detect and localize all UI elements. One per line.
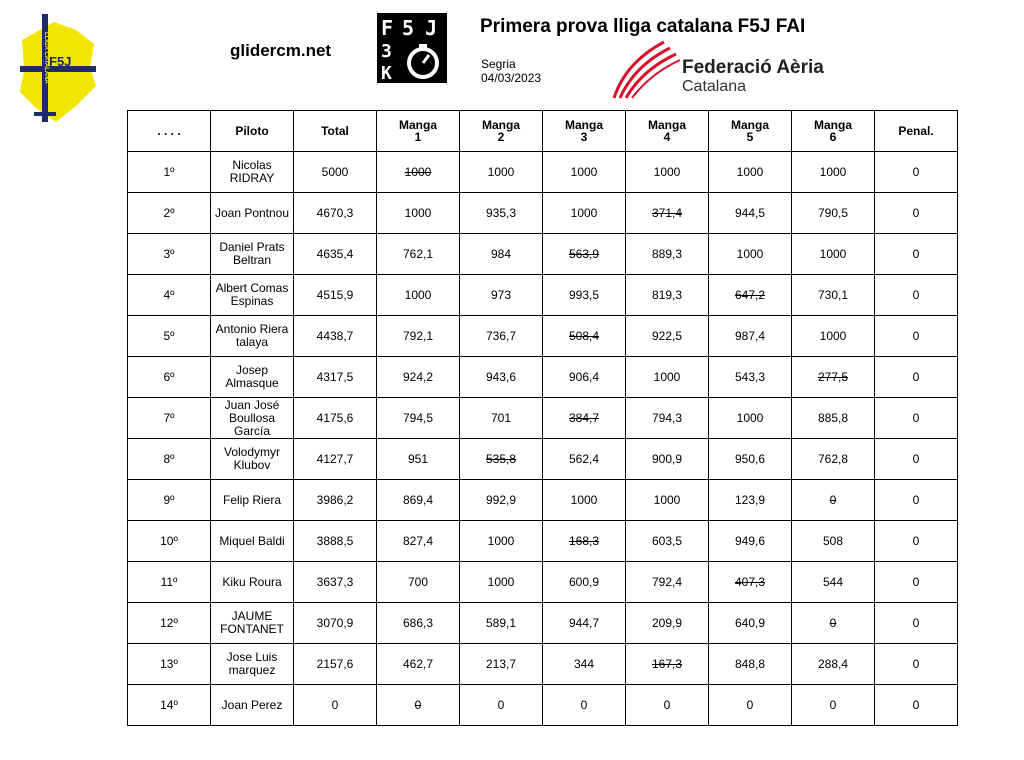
cell-m4: 1000 <box>626 152 709 193</box>
cell-pilot: Juan José Boullosa García <box>211 398 294 439</box>
cell-m2: 0 <box>460 685 543 726</box>
cell-m2: 1000 <box>460 562 543 603</box>
cell-m1: 700 <box>377 562 460 603</box>
table-row <box>128 316 958 357</box>
cell-m4: 792,4 <box>626 562 709 603</box>
cell-m2: 992,9 <box>460 480 543 521</box>
cell-m4: 900,9 <box>626 439 709 480</box>
cell-m4: 819,3 <box>626 275 709 316</box>
table-row <box>128 562 958 603</box>
event-info <box>481 57 541 85</box>
cell-m1: 686,3 <box>377 603 460 644</box>
cell-m4: 922,5 <box>626 316 709 357</box>
federation-name-line1: Federació Aèria <box>682 57 824 78</box>
f5j-logo-char: 5 <box>402 16 415 40</box>
cell-m6: 730,1 <box>792 275 875 316</box>
lliga-catalana-logo <box>14 10 104 128</box>
cell-m1: 462,7 <box>377 644 460 685</box>
cell-m3: 1000 <box>543 152 626 193</box>
cell-m2: 736,7 <box>460 316 543 357</box>
table-row <box>128 152 958 193</box>
table-row <box>128 603 958 644</box>
header-manga1: Manga 1 <box>377 111 460 152</box>
cell-m1: 794,5 <box>377 398 460 439</box>
header-pos: . . . . <box>128 111 211 152</box>
cell-m2: 701 <box>460 398 543 439</box>
table-row <box>128 480 958 521</box>
liga-logo-vertical-text: LLIGA CATALANA <box>43 32 49 84</box>
cell-pilot: Felip Riera <box>211 480 294 521</box>
cell-pilot: Volodymyr Klubov <box>211 439 294 480</box>
table-header-row <box>128 111 958 152</box>
cell-m4: 371,4 <box>626 193 709 234</box>
table-row <box>128 275 958 316</box>
cell-m5: 123,9 <box>709 480 792 521</box>
f5j-logo <box>377 13 447 83</box>
cell-pilot: Miquel Baldi <box>211 521 294 562</box>
cell-total: 4127,7 <box>294 439 377 480</box>
cell-m5: 987,4 <box>709 316 792 357</box>
federation-name-line2: Catalana <box>682 78 747 95</box>
cell-m4: 889,3 <box>626 234 709 275</box>
cell-m6: 885,8 <box>792 398 875 439</box>
cell-total: 3888,5 <box>294 521 377 562</box>
event-location: Segria <box>481 57 516 71</box>
cell-total: 3986,2 <box>294 480 377 521</box>
cell-m1: 951 <box>377 439 460 480</box>
cell-m6: 508 <box>792 521 875 562</box>
cell-pos: 7º <box>128 398 211 439</box>
cell-pos: 3º <box>128 234 211 275</box>
cell-pilot: Joan Pontnou <box>211 193 294 234</box>
cell-m3: 384,7 <box>543 398 626 439</box>
cell-m6: 0 <box>792 685 875 726</box>
cell-m3: 0 <box>543 685 626 726</box>
header-penal: Penal. <box>875 111 958 152</box>
cell-total: 0 <box>294 685 377 726</box>
cell-pos: 5º <box>128 316 211 357</box>
cell-m6: 1000 <box>792 234 875 275</box>
cell-m2: 589,1 <box>460 603 543 644</box>
cell-total: 4317,5 <box>294 357 377 398</box>
cell-pos: 8º <box>128 439 211 480</box>
cell-m1: 924,2 <box>377 357 460 398</box>
cell-m5: 1000 <box>709 234 792 275</box>
cell-m4: 209,9 <box>626 603 709 644</box>
cell-penal: 0 <box>875 644 958 685</box>
cell-pos: 9º <box>128 480 211 521</box>
cell-m4: 603,5 <box>626 521 709 562</box>
cell-pos: 4º <box>128 275 211 316</box>
header-manga4: Manga 4 <box>626 111 709 152</box>
f5j-logo-char: J <box>425 16 438 40</box>
cell-m2: 213,7 <box>460 644 543 685</box>
cell-m2: 943,6 <box>460 357 543 398</box>
cell-m4: 1000 <box>626 357 709 398</box>
cell-m5: 543,3 <box>709 357 792 398</box>
cell-m3: 562,4 <box>543 439 626 480</box>
cell-m5: 949,6 <box>709 521 792 562</box>
cell-m6: 277,5 <box>792 357 875 398</box>
header-manga5: Manga 5 <box>709 111 792 152</box>
cell-penal: 0 <box>875 193 958 234</box>
event-date: 04/03/2023 <box>481 71 542 85</box>
f5j-logo-char: F <box>381 16 394 40</box>
header-manga3: Manga 3 <box>543 111 626 152</box>
cell-m6: 762,8 <box>792 439 875 480</box>
header-manga6: Manga 6 <box>792 111 875 152</box>
cell-total: 3070,9 <box>294 603 377 644</box>
cell-m3: 168,3 <box>543 521 626 562</box>
cell-total: 4635,4 <box>294 234 377 275</box>
cell-m6: 288,4 <box>792 644 875 685</box>
cell-m5: 944,5 <box>709 193 792 234</box>
cell-pos: 2º <box>128 193 211 234</box>
cell-penal: 0 <box>875 234 958 275</box>
table-row <box>128 193 958 234</box>
cell-m2: 1000 <box>460 521 543 562</box>
table-row <box>128 234 958 275</box>
cell-total: 4438,7 <box>294 316 377 357</box>
cell-m3: 563,9 <box>543 234 626 275</box>
table-row <box>128 357 958 398</box>
cell-m2: 973 <box>460 275 543 316</box>
header-manga2: Manga 2 <box>460 111 543 152</box>
liga-logo-text: F5J <box>49 54 72 69</box>
cell-pilot: Nicolas RIDRAY <box>211 152 294 193</box>
cell-m1: 1000 <box>377 193 460 234</box>
cell-total: 3637,3 <box>294 562 377 603</box>
cell-pos: 11º <box>128 562 211 603</box>
cell-m1: 827,4 <box>377 521 460 562</box>
table-row <box>128 521 958 562</box>
site-name: glidercm.net <box>230 41 332 60</box>
cell-penal: 0 <box>875 562 958 603</box>
cell-m5: 1000 <box>709 152 792 193</box>
cell-pos: 14º <box>128 685 211 726</box>
f5j-logo-char: 3 <box>381 41 392 62</box>
cell-m5: 407,3 <box>709 562 792 603</box>
cell-m5: 640,9 <box>709 603 792 644</box>
cell-pilot: Jose Luis marquez <box>211 644 294 685</box>
cell-m4: 0 <box>626 685 709 726</box>
table-row <box>128 439 958 480</box>
cell-m3: 1000 <box>543 193 626 234</box>
cell-penal: 0 <box>875 152 958 193</box>
cell-penal: 0 <box>875 480 958 521</box>
cell-m3: 600,9 <box>543 562 626 603</box>
cell-m1: 0 <box>377 685 460 726</box>
cell-m1: 869,4 <box>377 480 460 521</box>
cell-pilot: Kiku Roura <box>211 562 294 603</box>
cell-pilot: Joan Perez <box>211 685 294 726</box>
cell-penal: 0 <box>875 439 958 480</box>
table-row <box>128 644 958 685</box>
cell-total: 2157,6 <box>294 644 377 685</box>
cell-m1: 1000 <box>377 152 460 193</box>
cell-m6: 790,5 <box>792 193 875 234</box>
cell-m4: 1000 <box>626 480 709 521</box>
cell-m3: 906,4 <box>543 357 626 398</box>
cell-pos: 10º <box>128 521 211 562</box>
cell-m1: 762,1 <box>377 234 460 275</box>
cell-m5: 950,6 <box>709 439 792 480</box>
cell-m6: 0 <box>792 603 875 644</box>
cell-m4: 794,3 <box>626 398 709 439</box>
cell-pos: 13º <box>128 644 211 685</box>
table-row <box>128 685 958 726</box>
cell-m6: 544 <box>792 562 875 603</box>
page-title: Primera prova lliga catalana F5J FAI <box>480 16 806 37</box>
cell-penal: 0 <box>875 603 958 644</box>
cell-penal: 0 <box>875 357 958 398</box>
cell-m1: 792,1 <box>377 316 460 357</box>
cell-pilot: Antonio Riera talaya <box>211 316 294 357</box>
header-total: Total <box>294 111 377 152</box>
cell-m6: 0 <box>792 480 875 521</box>
cell-total: 4515,9 <box>294 275 377 316</box>
cell-pilot: Josep Almasque <box>211 357 294 398</box>
cell-m5: 0 <box>709 685 792 726</box>
cell-m6: 1000 <box>792 316 875 357</box>
cell-total: 4670,3 <box>294 193 377 234</box>
cell-pos: 12º <box>128 603 211 644</box>
cell-penal: 0 <box>875 398 958 439</box>
results-table <box>127 110 958 726</box>
cell-m2: 935,3 <box>460 193 543 234</box>
cell-m5: 1000 <box>709 398 792 439</box>
cell-penal: 0 <box>875 521 958 562</box>
f5j-logo-char: K <box>381 63 392 83</box>
cell-m3: 944,7 <box>543 603 626 644</box>
cell-m6: 1000 <box>792 152 875 193</box>
cell-m2: 1000 <box>460 152 543 193</box>
cell-pos: 1º <box>128 152 211 193</box>
cell-m2: 984 <box>460 234 543 275</box>
cell-m5: 647,2 <box>709 275 792 316</box>
cell-pilot: Albert Comas Espinas <box>211 275 294 316</box>
cell-pilot: Daniel Prats Beltran <box>211 234 294 275</box>
cell-total: 4175,6 <box>294 398 377 439</box>
cell-m5: 848,8 <box>709 644 792 685</box>
cell-penal: 0 <box>875 685 958 726</box>
cell-penal: 0 <box>875 316 958 357</box>
table-row <box>128 398 958 439</box>
cell-total: 5000 <box>294 152 377 193</box>
cell-pos: 6º <box>128 357 211 398</box>
cell-m3: 508,4 <box>543 316 626 357</box>
header-pilot: Piloto <box>211 111 294 152</box>
cell-m3: 1000 <box>543 480 626 521</box>
cell-m2: 535,8 <box>460 439 543 480</box>
cell-pilot: JAUME FONTANET <box>211 603 294 644</box>
cell-penal: 0 <box>875 275 958 316</box>
cell-m4: 167,3 <box>626 644 709 685</box>
cell-m3: 993,5 <box>543 275 626 316</box>
cell-m1: 1000 <box>377 275 460 316</box>
cell-m3: 344 <box>543 644 626 685</box>
